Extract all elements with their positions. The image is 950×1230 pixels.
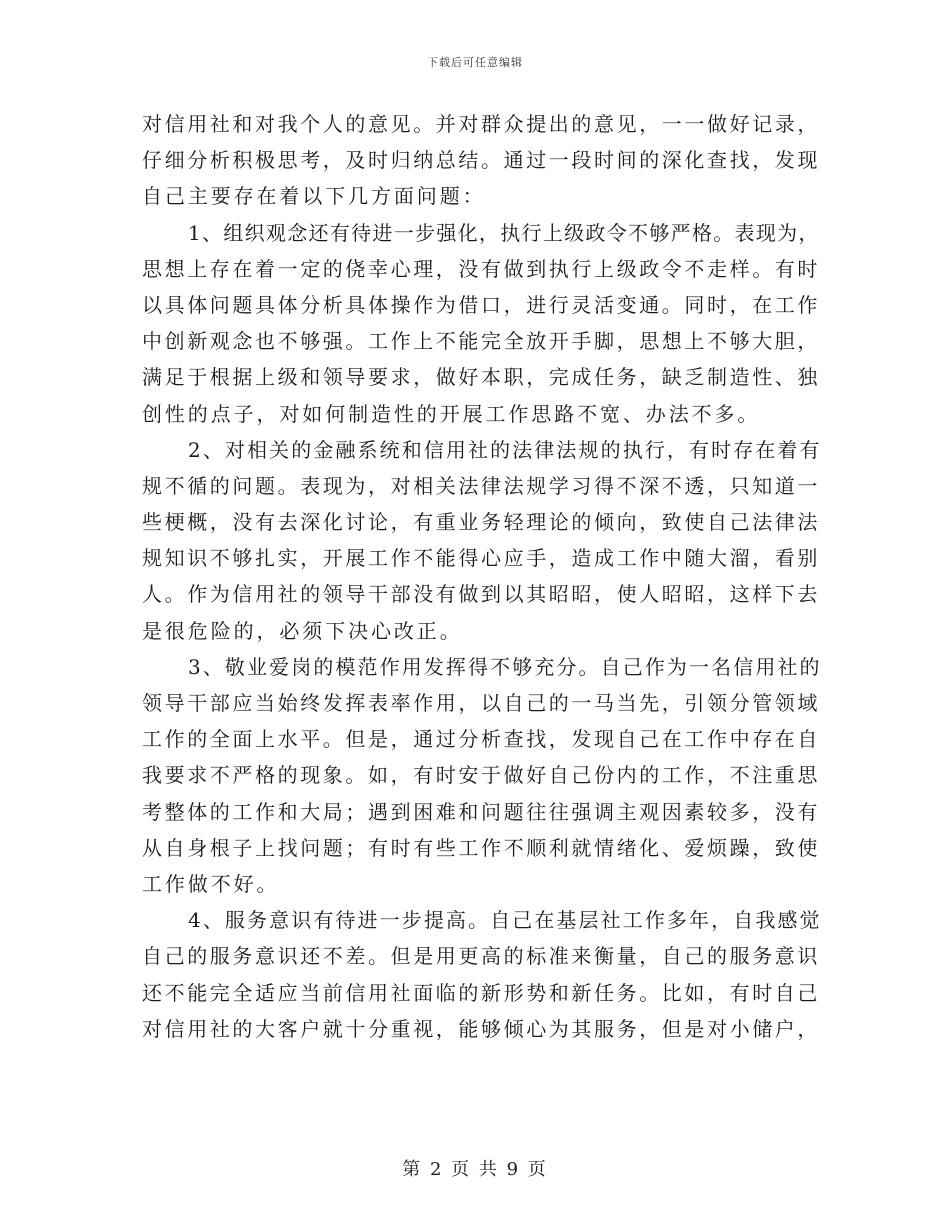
body-text-line: 人。作为信用社的领导干部没有做到以其昭昭，使人昭昭，这样下去 (142, 582, 820, 607)
page-header: 下载后可任意编辑 (427, 56, 523, 69)
body-text-line: 自己主要存在着以下几方面问题： (142, 184, 486, 209)
body-text-line: 还不能完全适应当前信用社面临的新形势和新任务。比如，有时自己 (142, 980, 820, 1005)
body-text-line: 工作的全面上水平。但是，通过分析查找，发现自己在工作中存在自 (142, 727, 820, 752)
body-text-line: 2、对相关的金融系统和信用社的法律法规的执行，有时存在着有 (188, 437, 822, 462)
body-text-line: 些梗概，没有去深化讨论，有重业务轻理论的倾向，致使自己法律法 (142, 510, 820, 535)
body-text-line: 中创新观念也不够强。工作上不能完全放开手脚，思想上不够大胆， (142, 329, 820, 354)
body-text-line: 对信用社的大客户就十分重视，能够倾心为其服务，但是对小储户， (142, 1016, 820, 1041)
body-text-line: 领导干部应当始终发挥表率作用，以自己的一马当先，引领分管领域 (142, 691, 820, 715)
body-text-line: 满足于根据上级和领导要求，做好本职，完成任务，缺乏制造性、独 (142, 365, 820, 390)
body-text-line: 以具体问题具体分析具体操作为借口，进行灵活变通。同时，在工作 (142, 292, 820, 317)
body-text-line: 规知识不够扎实，开展工作不能得心应手，造成工作中随大溜，看别 (142, 546, 820, 571)
body-text-line: 从自身根子上找问题；有时有些工作不顺利就情绪化、爱烦躁，致使 (142, 835, 820, 860)
body-text-line: 对信用社和对我个人的意见。并对群众提出的意见，一一做好记录， (142, 112, 820, 136)
body-text-line: 仔细分析积极思考，及时归纳总结。通过一段时间的深化查找，发现 (142, 148, 820, 173)
body-text-line: 是很危险的，必须下决心改正。 (142, 618, 463, 643)
body-text-line: 我要求不严格的现象。如，有时安于做好自己份内的工作，不注重思 (142, 763, 820, 788)
body-text-line: 思想上存在着一定的侥幸心理，没有做到执行上级政令不走样。有时 (142, 256, 820, 281)
body-text-line: 自己的服务意识还不差。但是用更高的标准来衡量，自己的服务意识 (142, 944, 820, 969)
document-body (142, 106, 822, 1047)
body-text-line: 规不循的问题。表现为，对相关法律法规学习得不深不透，只知道一 (142, 473, 820, 498)
body-text-line: 4、服务意识有待进一步提高。自己在基层社工作多年，自我感觉 (188, 908, 822, 933)
body-text-line: 工作做不好。 (142, 871, 280, 896)
body-text-line: 创性的点子，对如何制造性的开展工作思路不宽、办法不多。 (142, 401, 761, 426)
body-text-line: 考整体的工作和大局；遇到困难和问题往往强调主观因素较多，没有 (142, 799, 820, 824)
body-text-line: 3、敬业爱岗的模范作用发挥得不够充分。自己作为一名信用社的 (188, 654, 822, 679)
page-number-footer: 第 2 页 共 9 页 (402, 1159, 548, 1180)
body-text-line: 1、组织观念还有待进一步强化，执行上级政令不够严格。表现为， (188, 220, 820, 245)
